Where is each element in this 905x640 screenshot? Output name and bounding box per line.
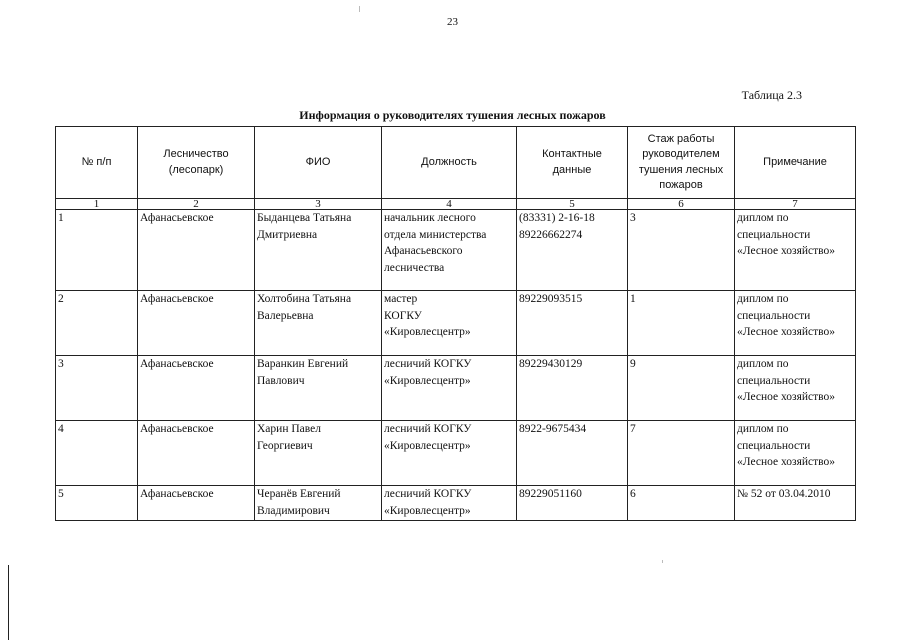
forestry-cell: Афанасьевское <box>138 210 255 291</box>
header-contacts: Контактные данные <box>517 127 628 199</box>
column-number: 6 <box>628 199 735 210</box>
note-cell: диплом по специальности «Лесное хозяйство» <box>735 210 856 291</box>
table-title: Информация о руководителях тушения лесных пожаров <box>299 108 606 122</box>
row-number: 2 <box>56 291 138 356</box>
contacts-cell: 89229093515 <box>517 291 628 356</box>
column-number: 2 <box>138 199 255 210</box>
contacts-cell: 89229051160 <box>517 486 628 521</box>
contacts-cell: (83331) 2-16-18 89226662274 <box>517 210 628 291</box>
position-cell: лесничий КОГКУ «Кировлесцентр» <box>382 486 517 521</box>
header-note: Примечание <box>735 127 856 199</box>
experience-cell: 9 <box>628 356 735 421</box>
note-cell: диплом по специальности «Лесное хозяйство» <box>735 356 856 421</box>
row-number: 4 <box>56 421 138 486</box>
table-row <box>56 356 856 421</box>
table-row <box>56 291 856 356</box>
page-number: 23 <box>447 16 458 28</box>
table-row <box>56 210 856 291</box>
header-name: ФИО <box>255 127 382 199</box>
row-number: 5 <box>56 486 138 521</box>
position-cell: мастер КОГКУ «Кировлесцентр» <box>382 291 517 356</box>
position-cell: начальник лесного отдела министерства Афанасьевского лесничества <box>382 210 517 291</box>
header-number: № п/п <box>56 127 138 199</box>
forestry-cell: Афанасьевское <box>138 486 255 521</box>
header-experience: Стаж работы руководителем тушения лесных пожаров <box>628 127 735 199</box>
forestry-cell: Афанасьевское <box>138 356 255 421</box>
column-number: 5 <box>517 199 628 210</box>
header-position: Должность <box>382 127 517 199</box>
scan-speck <box>662 560 663 563</box>
row-number: 1 <box>56 210 138 291</box>
name-cell: Холтобина Татьяна Валерьевна <box>255 291 382 356</box>
contacts-cell: 8922-9675434 <box>517 421 628 486</box>
column-number: 7 <box>735 199 856 210</box>
forestry-cell: Афанасьевское <box>138 421 255 486</box>
table-row <box>56 421 856 486</box>
scan-speck <box>359 6 360 12</box>
column-number: 1 <box>56 199 138 210</box>
position-cell: лесничий КОГКУ «Кировлесцентр» <box>382 356 517 421</box>
scan-margin-line <box>8 565 9 640</box>
name-cell: Варанкин Евгений Павлович <box>255 356 382 421</box>
column-number: 4 <box>382 199 517 210</box>
position-cell: лесничий КОГКУ «Кировлесцентр» <box>382 421 517 486</box>
experience-cell: 6 <box>628 486 735 521</box>
column-number: 3 <box>255 199 382 210</box>
experience-cell: 7 <box>628 421 735 486</box>
table-row <box>56 486 856 521</box>
note-cell: диплом по специальности «Лесное хозяйство» <box>735 291 856 356</box>
experience-cell: 1 <box>628 291 735 356</box>
header-row <box>56 127 856 199</box>
note-cell: диплом по специальности «Лесное хозяйство» <box>735 421 856 486</box>
forestry-cell: Афанасьевское <box>138 291 255 356</box>
name-cell: Черанёв Евгений Владимирович <box>255 486 382 521</box>
contacts-cell: 89229430129 <box>517 356 628 421</box>
row-number: 3 <box>56 356 138 421</box>
forest-fire-leaders-table <box>55 126 856 521</box>
experience-cell: 3 <box>628 210 735 291</box>
table-label: Таблица 2.3 <box>741 88 802 102</box>
note-cell: № 52 от 03.04.2010 <box>735 486 856 521</box>
header-forestry: Лесничество (лесопарк) <box>138 127 255 199</box>
column-number-row <box>56 199 856 210</box>
name-cell: Харин Павел Георгиевич <box>255 421 382 486</box>
name-cell: Быданцева Татьяна Дмитриевна <box>255 210 382 291</box>
